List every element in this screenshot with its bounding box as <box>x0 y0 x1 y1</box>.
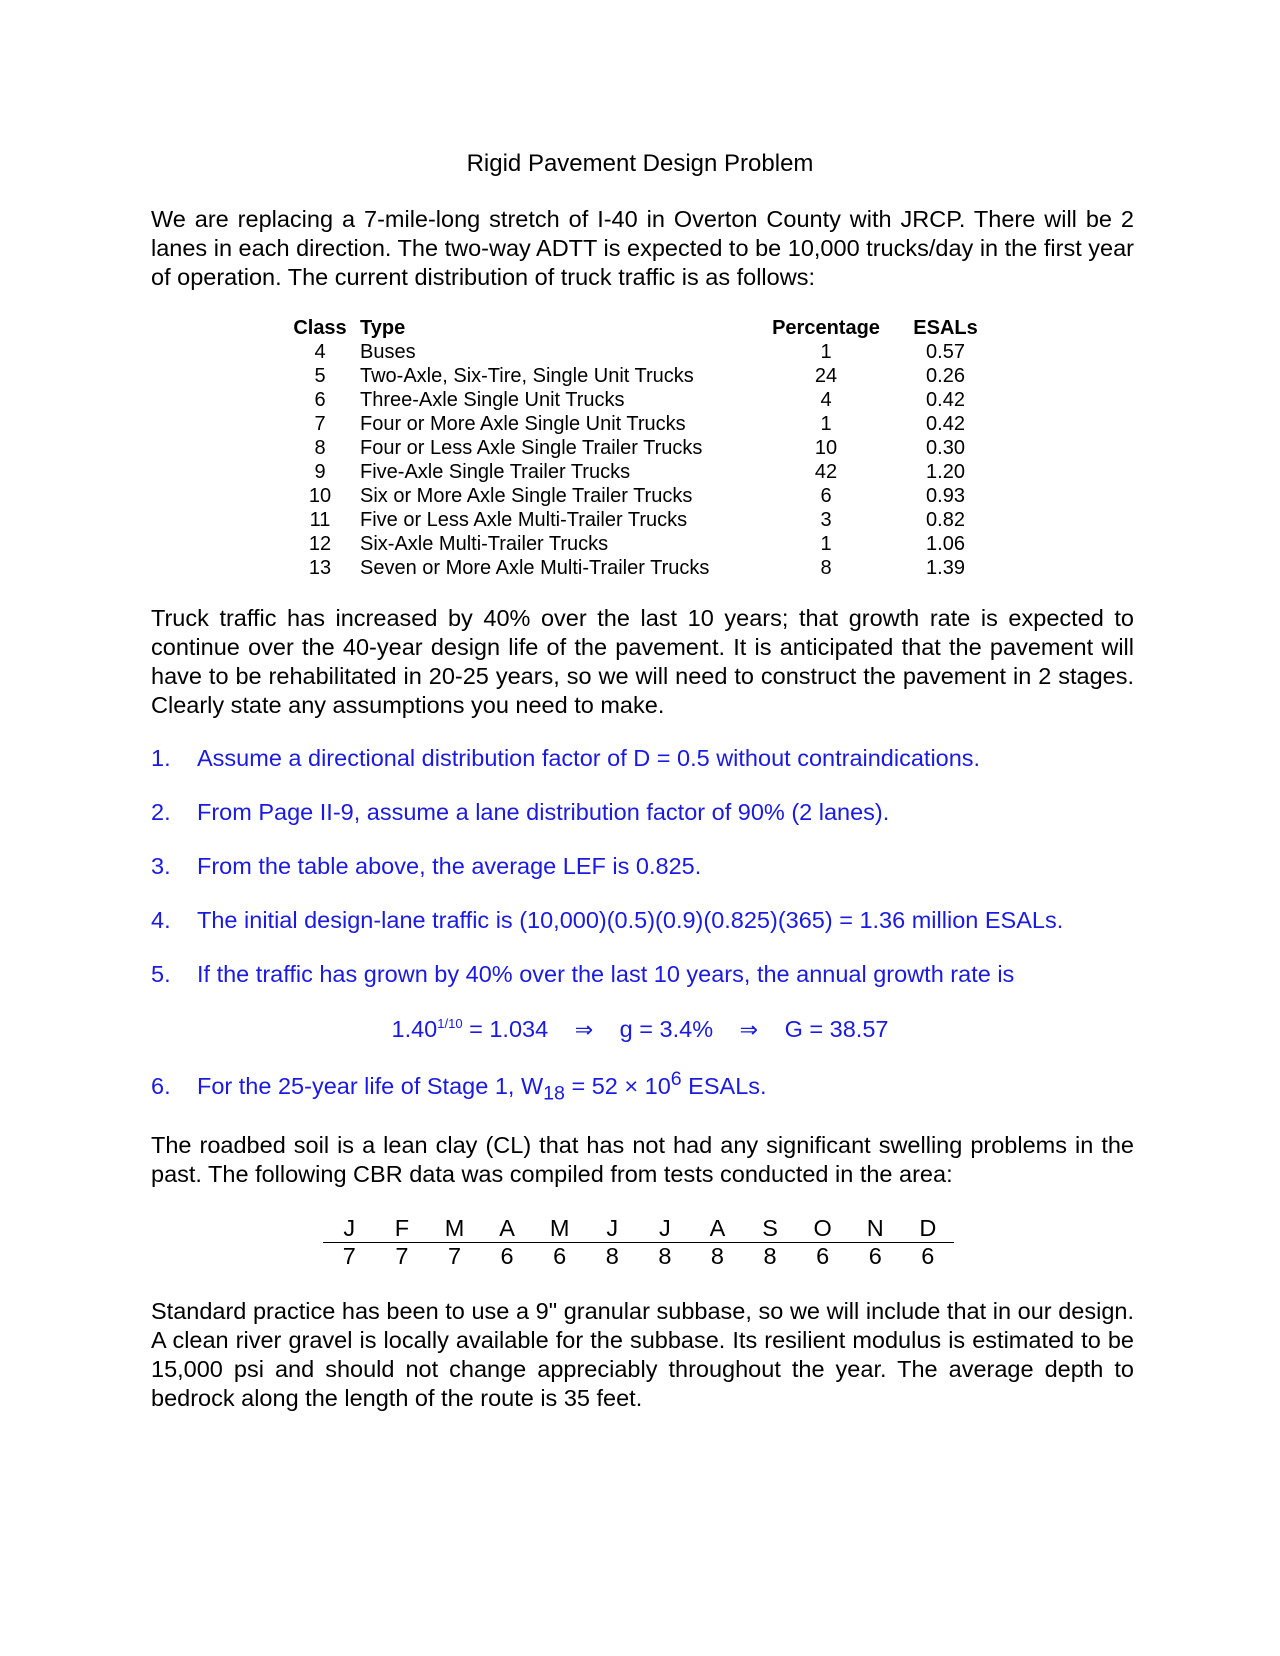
answer-number: 5. <box>151 961 171 987</box>
cbr-month: D <box>902 1215 955 1243</box>
cell-esals: 0.82 <box>926 509 965 531</box>
cell-esals: 1.20 <box>926 461 965 483</box>
cell-percentage: 1 <box>820 413 832 435</box>
cbr-values-row <box>323 1243 954 1271</box>
cbr-value: 7 <box>342 1243 356 1269</box>
cbr-month: J <box>639 1215 692 1243</box>
cbr-value: 8 <box>605 1243 619 1269</box>
page-title: Rigid Pavement Design Problem <box>466 150 814 177</box>
equation-g: g = 3.4% <box>619 1016 714 1042</box>
cell-esals: 1.06 <box>926 533 965 555</box>
equation-result: = 1.034 <box>462 1016 549 1042</box>
cell-esals: 0.42 <box>926 389 965 411</box>
cbr-value: 6 <box>816 1243 830 1269</box>
cell-class: 5 <box>314 365 326 387</box>
answer-item-3 <box>151 851 701 881</box>
cell-esals: 0.57 <box>926 341 965 363</box>
answer-text: From Page II-9, assume a lane distribution factor of 90% (2 lanes). <box>197 799 890 825</box>
intro-paragraph: We are replacing a 7-mile-long stretch of I-40 in Overton County with JRCP. There will be 2 lanes in each direction. The two-way ADTT is expected to be 10,000 trucks/day in the first year of operation. The current distribution of truck traffic is as follows: <box>151 206 1134 290</box>
answer-text-after: ESALs. <box>681 1073 767 1099</box>
cell-esals: 0.42 <box>926 413 965 435</box>
cbr-month: O <box>796 1215 849 1243</box>
cbr-value: 8 <box>710 1243 724 1269</box>
answer-number: 6. <box>151 1073 171 1099</box>
cbr-month: S <box>744 1215 797 1243</box>
header-type: Type <box>360 317 406 339</box>
answer-text: The initial design-lane traffic is (10,000)(0.5)(0.9)(0.825)(365) = 1.36 million ESALs. <box>197 907 1064 933</box>
cell-type: Five or Less Axle Multi-Trailer Trucks <box>360 509 688 531</box>
cell-esals: 1.39 <box>926 557 965 579</box>
cbr-month: N <box>849 1215 902 1243</box>
header-percentage: Percentage <box>772 317 880 339</box>
cbr-table <box>323 1215 954 1270</box>
cell-type: Four or Less Axle Single Trailer Trucks <box>360 437 703 459</box>
cell-type: Six or More Axle Single Trailer Trucks <box>360 485 693 507</box>
growth-rate-equation <box>0 1013 1280 1046</box>
cbr-month: M <box>428 1215 481 1243</box>
table-row <box>280 460 1004 484</box>
truck-traffic-table <box>280 316 1004 580</box>
cell-esals: 0.26 <box>926 365 965 387</box>
cbr-month: J <box>323 1215 376 1243</box>
cbr-month: F <box>376 1215 429 1243</box>
cbr-month: A <box>481 1215 534 1243</box>
cbr-value: 7 <box>447 1243 462 1269</box>
soil-paragraph: The roadbed soil is a lean clay (CL) that has not had any significant swelling problems in the past. The following CBR data was compiled from tests conducted in the area: <box>151 1132 1134 1187</box>
cbr-months-row <box>323 1215 954 1243</box>
answer-number: 4. <box>151 907 171 933</box>
answer-number: 3. <box>151 853 171 879</box>
table-row <box>280 412 1004 436</box>
cell-percentage: 1 <box>820 533 832 555</box>
cbr-value: 6 <box>553 1243 567 1269</box>
cell-class: 6 <box>314 389 326 411</box>
cbr-month: M <box>533 1215 586 1243</box>
cell-class: 9 <box>314 461 326 483</box>
table-row <box>280 532 1004 556</box>
answer-subscript: 18 <box>543 1082 565 1105</box>
answer-item-4 <box>151 905 1063 935</box>
table-header-row <box>280 316 1004 340</box>
cell-class: 4 <box>314 341 326 363</box>
cell-class: 12 <box>308 533 332 555</box>
answer-item-2 <box>151 797 889 827</box>
equation-base: 1.40 <box>391 1016 438 1042</box>
implies-arrow-icon: ⇒ <box>574 1017 594 1042</box>
cbr-value: 8 <box>658 1243 672 1269</box>
cbr-month: A <box>691 1215 744 1243</box>
answer-number: 1. <box>151 745 171 771</box>
answer-item-6 <box>151 1068 767 1105</box>
answer-text: If the traffic has grown by 40% over the last 10 years, the annual growth rate is <box>197 961 1015 987</box>
cbr-month: J <box>586 1215 639 1243</box>
equation-exponent: 1/10 <box>437 1016 463 1032</box>
answer-item-1 <box>151 743 980 773</box>
cell-class: 7 <box>314 413 326 435</box>
cell-type: Four or More Axle Single Unit Trucks <box>360 413 686 435</box>
answer-number: 2. <box>151 799 171 825</box>
table-row <box>280 340 1004 364</box>
cell-class: 10 <box>308 485 332 507</box>
cell-percentage: 10 <box>814 437 838 459</box>
subbase-paragraph: Standard practice has been to use a 9" granular subbase, so we will include that in our design. A clean river gravel is locally available for the subbase. Its resilient modulus is estimated to be 15,000 psi and should not change appreciably throughout the year. The average depth to bedrock along the length of the route is 35 feet. <box>151 1298 1134 1411</box>
cell-type: Five-Axle Single Trailer Trucks <box>360 461 631 483</box>
answer-text: From the table above, the average LEF is 0.825. <box>197 853 702 879</box>
cell-esals: 0.93 <box>926 485 965 507</box>
cbr-value: 6 <box>921 1243 935 1269</box>
answer-text-before: For the 25-year life of Stage 1, W <box>197 1073 544 1099</box>
header-esals: ESALs <box>913 317 978 339</box>
cell-percentage: 24 <box>814 365 838 387</box>
answer-superscript: 6 <box>670 1068 682 1091</box>
cell-percentage: 3 <box>820 509 832 531</box>
header-class: Class <box>293 317 347 339</box>
cell-type: Six-Axle Multi-Trailer Trucks <box>360 533 609 555</box>
answer-text: Assume a directional distribution factor of D = 0.5 without contraindications. <box>197 745 981 771</box>
implies-arrow-icon: ⇒ <box>739 1017 759 1042</box>
cell-class: 8 <box>314 437 326 459</box>
cbr-value: 8 <box>763 1243 777 1269</box>
table-row <box>280 484 1004 508</box>
cell-class: 11 <box>309 509 331 531</box>
cbr-value: 6 <box>868 1243 882 1269</box>
cell-esals: 0.30 <box>926 437 965 459</box>
cell-percentage: 6 <box>820 485 832 507</box>
cell-class: 13 <box>308 557 332 579</box>
table-row <box>280 556 1004 580</box>
table-row <box>280 388 1004 412</box>
equation-G: G = 38.57 <box>784 1016 889 1042</box>
cell-percentage: 8 <box>820 557 832 579</box>
table-row <box>280 364 1004 388</box>
cell-percentage: 1 <box>820 341 832 363</box>
table-row <box>280 436 1004 460</box>
cell-type: Buses <box>360 341 416 363</box>
growth-paragraph: Truck traffic has increased by 40% over the last 10 years; that growth rate is expected to continue over the 40-year design life of the pavement. It is anticipated that the pavement will have to be rehabilitated in 20-25 years, so we will need to construct the pavement in 2 stages. Clearly state any assumptions you need to make. <box>151 605 1134 718</box>
cell-type: Two-Axle, Six-Tire, Single Unit Trucks <box>360 365 694 387</box>
cell-type: Seven or More Axle Multi-Trailer Trucks <box>360 557 710 579</box>
cbr-value: 6 <box>500 1243 514 1269</box>
table-row <box>280 508 1004 532</box>
cell-type: Three-Axle Single Unit Trucks <box>360 389 625 411</box>
cbr-value: 7 <box>395 1243 409 1269</box>
answer-item-5 <box>151 959 1014 989</box>
cell-percentage: 4 <box>820 389 832 411</box>
answer-text-mid: = 52 × 10 <box>564 1073 671 1099</box>
cell-percentage: 42 <box>814 461 838 483</box>
